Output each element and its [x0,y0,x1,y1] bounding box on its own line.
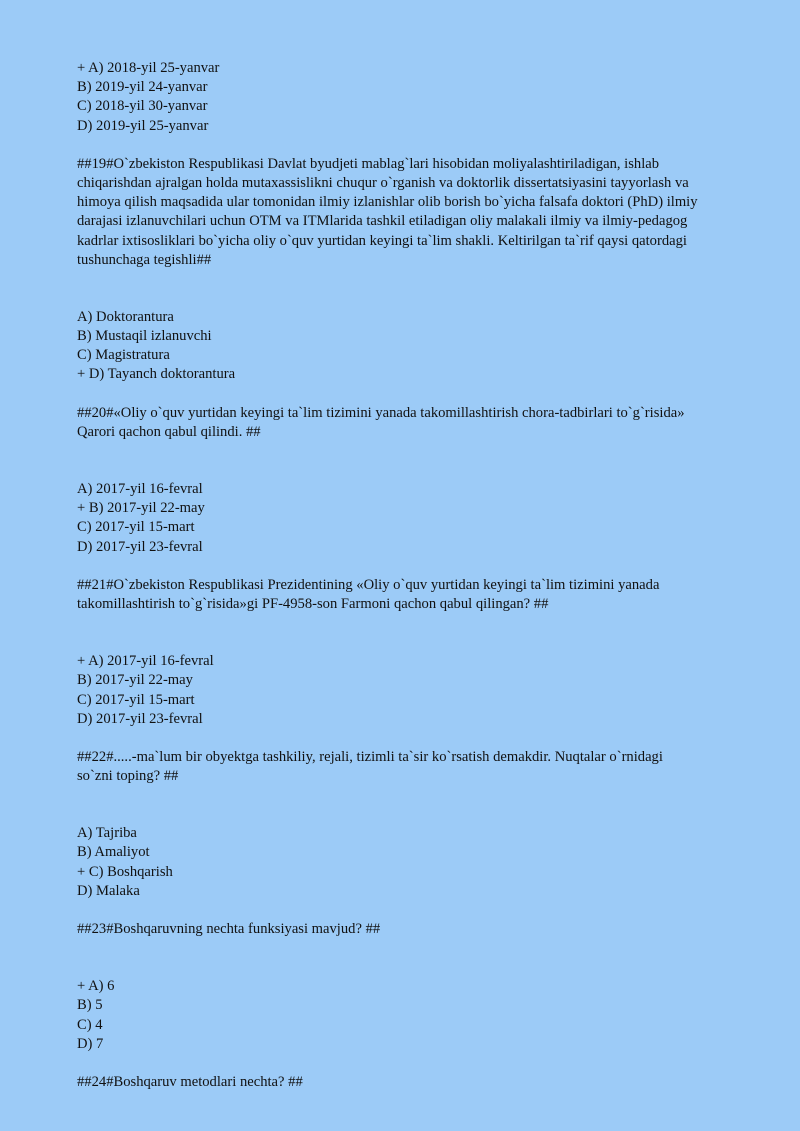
answer-option: D) 7 [77,1035,104,1052]
answer-option: D) 2019-yil 25-yanvar [77,117,209,134]
answer-option: D) 2017-yil 23-fevral [77,538,203,555]
answer-option: B) Amaliyot [77,844,150,861]
question-line: ##20#«Oliy o`quv yurtidan keyingi ta`lim tizimini yanada takomillashtirish chora-tadbirlari to`g`risida» [77,404,685,421]
previous-answers [77,59,767,136]
answer-option: C) 2017-yil 15-mart [77,691,195,708]
question-line: ##21#O`zbekiston Respublikasi Prezidentining «Oliy o`quv yurtidan keyingi ta`lim tizimini yanada [77,576,660,593]
question-20-text [77,404,767,442]
answer-option: B) Mustaqil izlanuvchi [77,328,212,345]
question-line: ##19#O`zbekiston Respublikasi Davlat byudjeti mablag`lari hisobidan moliyalashtiriladigan, ishlab [77,155,660,172]
answer-option: B) 2019-yil 24-yanvar [77,79,208,96]
question-22-answers [77,824,767,901]
question-line: himoya qilish maqsadida ular tomonidan ilmiy izlanishlar olib borish bo`yicha falsafa doktori (PhD) ilmiy [77,194,698,211]
question-22-text [77,748,767,786]
question-20-answers [77,480,767,557]
answer-option: C) 4 [77,1016,103,1033]
question-line: takomillashtirish to`g`risida»gi PF-4958-son Farmoni qachon qabul qilingan? ## [77,595,549,612]
question-line: Qarori qachon qabul qilindi. ## [77,423,261,440]
question-line: chiqarishdan ajralgan holda mutaxassislikni chuqur o`rganish va doktorlik dissertatsiyasini tayyorlash va [77,174,689,191]
question-line: so`zni toping? ## [77,768,179,785]
answer-option: A) Doktorantura [77,308,174,325]
question-line: darajasi izlanuvchilari uchun OTM va ITMlarida tashkil etiladigan oliy malakali ilmiy va ilmiy-pedagog [77,213,688,230]
answer-option: C) 2017-yil 15-mart [77,519,195,536]
question-21-text [77,576,767,614]
answer-option: + A) 2017-yil 16-fevral [77,653,214,670]
question-line: ##22#.....-ma`lum bir obyektga tashkiliy, rejali, tizimli ta`sir ko`rsatish demakdir. Nuqtalar o`rnidagi [77,748,663,765]
question-line: ##24#Boshqaruv metodlari nechta? ## [77,1073,303,1090]
answer-option: D) 2017-yil 23-fevral [77,710,203,727]
answer-option: + A) 6 [77,978,115,995]
question-line: tushunchaga tegishli## [77,251,212,268]
answer-option: B) 2017-yil 22-may [77,672,193,689]
question-21-answers [77,652,767,729]
question-line: kadrlar ixtisosliklari bo`yicha oliy o`quv yurtidan keyingi ta`lim shakli. Keltirilgan ta`rif qaysi qatordagi [77,232,687,249]
question-19-text [77,155,767,270]
answer-option: + C) Boshqarish [77,863,173,880]
answer-option: C) Magistratura [77,347,170,364]
answer-option: A) Tajriba [77,825,137,842]
answer-option: D) Malaka [77,882,140,899]
question-24-text [77,1073,767,1092]
answer-option: C) 2018-yil 30-yanvar [77,98,208,115]
answer-option: + D) Tayanch doktorantura [77,366,236,383]
answer-option: + B) 2017-yil 22-may [77,500,205,517]
question-19-answers [77,308,767,385]
answer-option: B) 5 [77,997,103,1014]
question-23-text [77,920,767,939]
answer-option: A) 2017-yil 16-fevral [77,481,203,497]
question-line: ##23#Boshqaruvning nechta funksiyasi mavjud? ## [77,921,381,937]
question-23-answers [77,977,767,1054]
answer-option: + A) 2018-yil 25-yanvar [77,60,220,76]
document-page [77,59,767,1092]
